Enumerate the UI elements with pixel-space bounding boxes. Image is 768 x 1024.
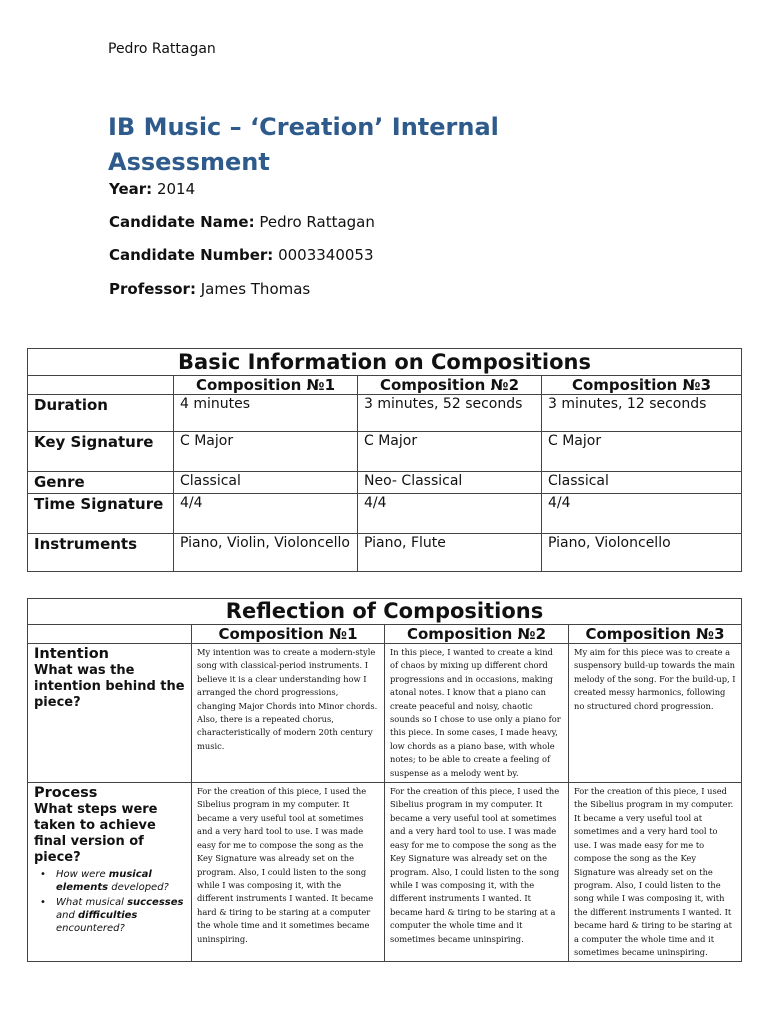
duration-comp1: 4 minutes — [174, 395, 358, 432]
document-title: IB Music – ‘Creation’ Internal Assessment — [108, 113, 499, 176]
row-label-genre: Genre — [28, 472, 174, 494]
basic-row-instruments — [28, 534, 742, 572]
row-label-instruments: Instruments — [28, 534, 174, 572]
time-comp2: 4/4 — [358, 494, 542, 534]
meta-professor-label: Professor: — [109, 280, 196, 298]
bullet2-bold2: difficulties — [78, 910, 138, 922]
reflection-table — [27, 598, 742, 962]
intention-header-cell — [28, 644, 192, 783]
genre-comp2: Neo- Classical — [358, 472, 542, 494]
instruments-comp2: Piano, Flute — [358, 534, 542, 572]
process-comp1: For the creation of this piece, I used the Sibelius program in my computer. It became a very useful tool at sometimes and a very hard tool to use. I was made easy for me to compose the song as the Key Signature was already set on the program. Also, I could listen to the song while I was composing it, with the different instruments I wanted. It became hard & tiring to be staring at a computer the whole time and it sometimes became uninspiring. — [192, 783, 385, 962]
bullet1-bold: musical elements — [56, 869, 152, 894]
process-label: Process — [34, 785, 98, 802]
intention-label: Intention — [34, 646, 109, 662]
meta-candidate-number-value: 0003340053 — [278, 246, 374, 264]
process-comp3: For the creation of this piece, I used the Sibelius program in my computer. It became a very useful tool at sometimes and a very hard tool to use. I was made easy for me to compose the song as the Key Signature was already set on the program. Also, I could listen to the song while I was composing it, with the different instruments I wanted. It became hard & tiring to be staring at a computer the whole time and it sometimes became uninspiring. — [569, 783, 742, 962]
basic-row-time — [28, 494, 742, 534]
meta-year-value: 2014 — [156, 180, 196, 198]
process-header-cell — [28, 783, 192, 962]
meta-candidate-name-value: Pedro Rattagan — [259, 213, 375, 231]
key-comp2: C Major — [358, 432, 542, 472]
bullet2-post: encountered? — [56, 923, 125, 935]
basic-info-caption: Basic Information on Compositions — [28, 349, 742, 376]
reflection-corner — [28, 625, 192, 644]
key-comp1: C Major — [174, 432, 358, 472]
meta-professor-value: James Thomas — [200, 280, 311, 298]
bullet2-pre: What musical — [56, 897, 128, 909]
basic-col-header-1: Composition №1 — [174, 376, 358, 395]
intention-comp2: In this piece, I wanted to create a kind of chaos by mixing up different chord progressions and in occasions, making atonal notes. I know that a piano can create peaceful and noisy, chaotic sounds so I chose to use only a piano for this piece. In some cases, I made heavy, low chords as a piano base, with whole notes; to be able to create a feeling of suspense as a melody went by. — [385, 644, 569, 783]
instruments-comp3: Piano, Violoncello — [542, 534, 742, 572]
reflection-caption: Reflection of Compositions — [28, 599, 742, 625]
row-label-time-signature: Time Signature — [28, 494, 174, 534]
meta-professor — [109, 280, 310, 298]
meta-candidate-name — [109, 213, 375, 231]
reflection-row-process — [28, 783, 742, 962]
genre-comp1: Classical — [174, 472, 358, 494]
key-comp3: C Major — [542, 432, 742, 472]
reflection-col-header-3: Composition №3 — [569, 625, 742, 644]
basic-info-corner — [28, 376, 174, 395]
bullet1-pre: How were — [56, 869, 109, 881]
meta-candidate-number — [109, 246, 374, 264]
row-label-duration: Duration — [28, 395, 174, 432]
duration-comp3: 3 minutes, 12 seconds — [542, 395, 742, 432]
meta-year — [109, 180, 195, 198]
instruments-comp1: Piano, Violin, Violoncello — [174, 534, 358, 572]
process-comp2: For the creation of this piece, I used the Sibelius program in my computer. It became a very useful tool at sometimes and a very hard tool to use. I was made easy for me to compose the song as the Key Signature was already set on the program. Also, I could listen to the song while I was composing it, with the different instruments I wanted. It became hard & tiring to be staring at a computer the whole time and it sometimes became uninspiring. — [385, 783, 569, 962]
meta-candidate-name-label: Candidate Name: — [109, 213, 255, 231]
process-bullet-1 — [36, 868, 185, 894]
meta-candidate-number-label: Candidate Number: — [109, 246, 274, 264]
row-label-key-signature: Key Signature — [28, 432, 174, 472]
genre-comp3: Classical — [542, 472, 742, 494]
reflection-col-header-1: Composition №1 — [192, 625, 385, 644]
basic-row-genre — [28, 472, 742, 494]
bullet2-bold1: successes — [127, 897, 184, 909]
header-author: Pedro Rattagan — [108, 41, 216, 57]
time-comp3: 4/4 — [542, 494, 742, 534]
basic-col-header-3: Composition №3 — [542, 376, 742, 395]
process-bullet-2 — [36, 896, 185, 935]
bullet2-mid: and — [56, 910, 78, 922]
intention-comp1: My intention was to create a modern-style song with classical-period instruments. I believe it is a clear understanding how I arranged the chord progressions, changing Major Chords into Minor chords. Also, there is a repeated chorus, characteristically of modern 20th century music. — [192, 644, 385, 783]
basic-row-key — [28, 432, 742, 472]
meta-year-label: Year: — [109, 180, 153, 198]
basic-col-header-2: Composition №2 — [358, 376, 542, 395]
process-question: What steps were taken to achieve final version of piece? — [34, 802, 158, 866]
basic-row-duration — [28, 395, 742, 432]
reflection-row-intention — [28, 644, 742, 783]
reflection-col-header-2: Composition №2 — [385, 625, 569, 644]
intention-question: What was the intention behind the piece? — [34, 663, 185, 710]
basic-info-table — [27, 348, 742, 572]
bullet1-post: developed? — [108, 882, 169, 894]
time-comp1: 4/4 — [174, 494, 358, 534]
intention-comp3: My aim for this piece was to create a suspensory build-up towards the main melody of the song. For the build-up, I created messy harmonics, following no structured chord progression. — [569, 644, 742, 783]
duration-comp2: 3 minutes, 52 seconds — [358, 395, 542, 432]
